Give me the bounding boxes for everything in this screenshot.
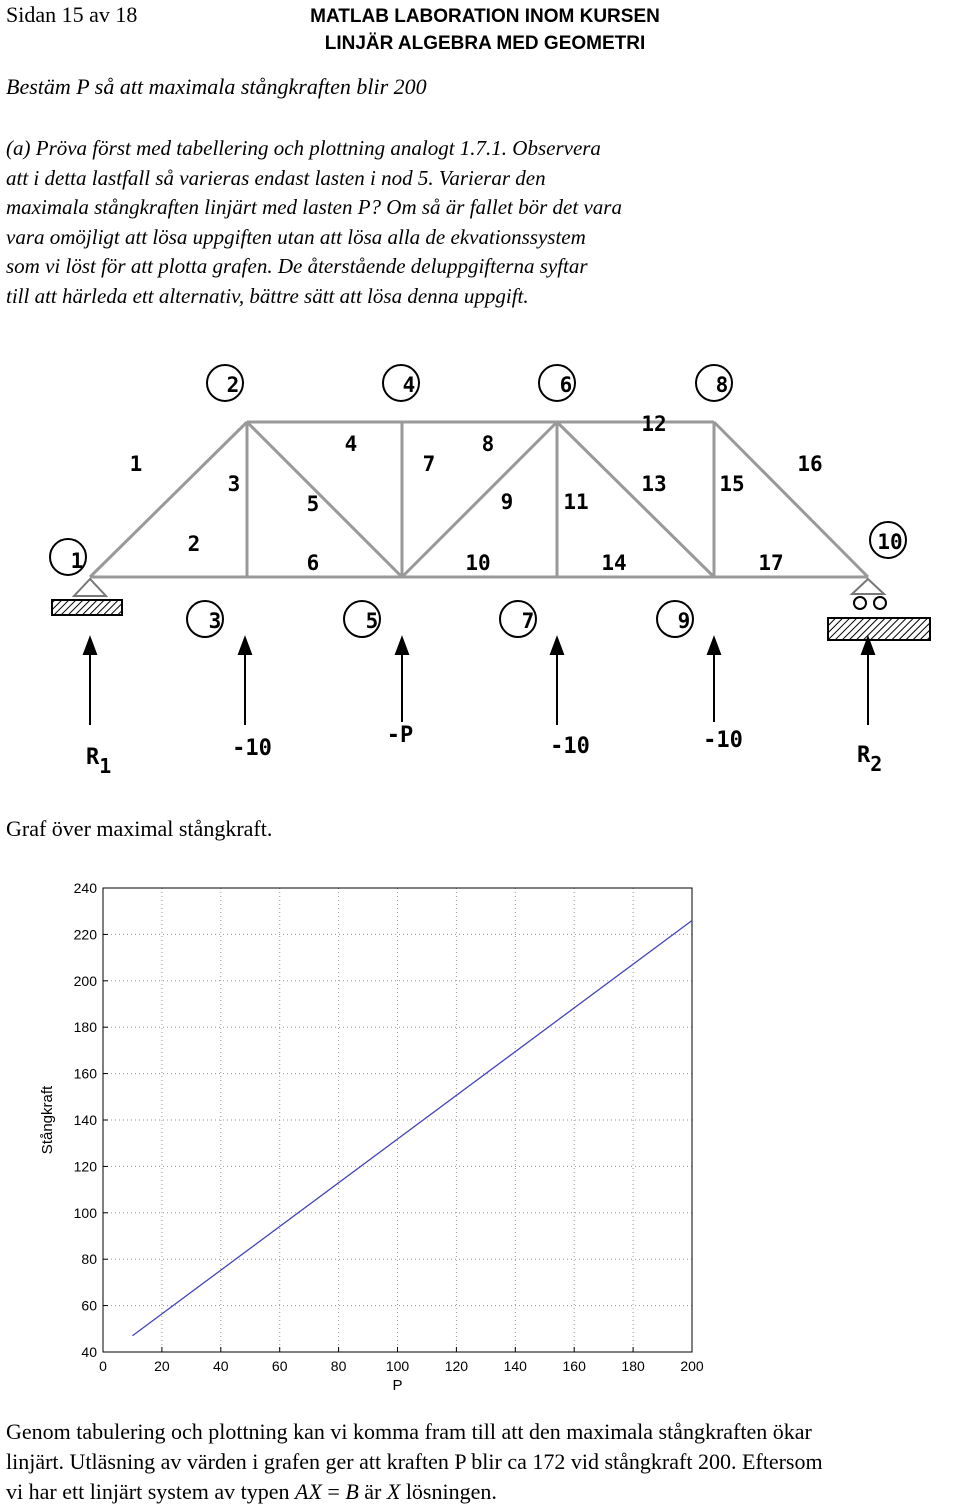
truss-diagram	[0, 350, 960, 790]
math-operator: =	[321, 1479, 346, 1504]
bar-label: 7	[422, 452, 436, 476]
x-tick-label: 40	[213, 1358, 229, 1374]
x-tick-label: 160	[562, 1358, 586, 1374]
math-var: X	[386, 1479, 401, 1504]
bar-label: 6	[306, 551, 320, 575]
task-line: maximala stångkraften linjärt med lasten P? Om så är fallet bör det vara	[6, 195, 622, 220]
x-tick-label: 120	[444, 1358, 469, 1374]
y-tick-label: 180	[73, 1019, 97, 1036]
y-tick-label: 220	[73, 926, 97, 943]
chart-grid	[103, 888, 692, 1352]
conclusion-line: linjärt. Utläsning av värden i grafen ger att kraften P blir ca 172 vid stångkraft 200. Eftersom	[6, 1449, 823, 1474]
chart-series	[132, 920, 692, 1335]
y-axis-label: Stångkraft	[39, 1085, 56, 1155]
series-line	[132, 920, 692, 1335]
x-tick-label: 200	[680, 1358, 704, 1374]
node-label: 8	[715, 373, 729, 397]
bar-label: 4	[344, 432, 358, 456]
task-heading: Bestäm P så att maximala stångkraften blir 200	[6, 74, 427, 99]
load-label: -P	[386, 723, 414, 748]
x-tick-label: 100	[385, 1358, 410, 1374]
node-label: 5	[365, 609, 379, 633]
bar-label: 8	[481, 432, 495, 456]
bar-label: 16	[797, 452, 823, 476]
y-tick-label: 60	[81, 1297, 97, 1314]
chart-ticks	[74, 880, 704, 1374]
y-tick-label: 240	[73, 880, 97, 896]
bar-label: 3	[227, 472, 241, 496]
header-title-line1: MATLAB LABORATION INOM KURSEN	[310, 6, 660, 27]
x-tick-label: 140	[503, 1358, 527, 1374]
node-label: 9	[677, 609, 691, 633]
task-line: (a) Pröva först med tabellering och plottning analogt 1.7.1. Observera	[6, 136, 601, 160]
task-paragraph	[6, 134, 776, 312]
bar-label: 15	[719, 472, 745, 496]
bar-label: 14	[601, 551, 627, 575]
conclusion-line: Genom tabulering och plottning kan vi komma fram till att den maximala stångkraften ökar	[6, 1419, 812, 1444]
load-label: -10	[232, 736, 272, 761]
y-tick-label: 140	[73, 1112, 97, 1128]
x-tick-label: 0	[99, 1358, 107, 1374]
load-label: R1	[86, 745, 112, 778]
x-tick-label: 80	[330, 1358, 347, 1374]
pin-support	[52, 579, 122, 615]
node-label: 1	[70, 549, 84, 573]
y-tick-label: 100	[73, 1204, 97, 1221]
roller-support	[828, 579, 930, 640]
bar-label: 1	[129, 452, 143, 476]
force-chart	[0, 870, 960, 1405]
node-label: 10	[877, 530, 903, 554]
task-line: att i detta lastfall så varieras endast lasten i nod 5. Varierar den	[6, 165, 546, 190]
conclusion-paragraph	[6, 1417, 956, 1507]
x-axis-label: P	[392, 1377, 403, 1394]
math-var: B	[345, 1479, 359, 1504]
load-label: R2	[857, 743, 883, 776]
conclusion-text: lösningen.	[400, 1479, 497, 1504]
header-title-line2: LINJÄR ALGEBRA MED GEOMETRI	[324, 33, 646, 54]
bar-label: 12	[641, 412, 667, 436]
math-var: AX	[295, 1479, 322, 1504]
document-header	[285, 3, 685, 57]
task-line: som vi löst för att plotta grafen. De återstående deluppgifterna syftar	[6, 254, 588, 279]
bar-label: 13	[641, 472, 667, 496]
load-label: -10	[703, 728, 743, 753]
bar-label: 11	[563, 490, 589, 514]
y-tick-label: 160	[73, 1065, 97, 1082]
conclusion-line	[6, 1477, 956, 1507]
task-line: vara omöjligt att lösa uppgiften utan att lösa alla de ekvationssystem	[6, 224, 586, 249]
node-label: 4	[402, 373, 416, 397]
conclusion-text: vi har ett linjärt system av typen	[6, 1479, 295, 1504]
conclusion-text: är	[358, 1479, 387, 1504]
load-label: -10	[550, 734, 590, 759]
node-label: 3	[208, 609, 222, 633]
page-number: Sidan 15 av 18	[6, 2, 138, 27]
bar-label: 5	[306, 492, 320, 516]
node-label: 2	[226, 373, 240, 397]
y-tick-label: 200	[73, 972, 97, 989]
bar-label: 2	[187, 532, 201, 556]
node-label: 7	[521, 609, 535, 633]
bar-label: 10	[465, 551, 491, 575]
x-tick-label: 60	[271, 1358, 288, 1374]
node-label: 6	[559, 373, 573, 397]
y-tick-label: 80	[81, 1251, 97, 1268]
x-tick-label: 20	[154, 1358, 170, 1374]
graph-caption: Graf över maximal stångkraft.	[6, 816, 273, 841]
y-tick-label: 120	[73, 1158, 97, 1175]
bar-label: 9	[500, 490, 514, 514]
bar-label: 17	[758, 551, 784, 575]
task-line: till att härleda ett alternativ, bättre sätt att lösa denna uppgift.	[6, 283, 529, 308]
y-tick-label: 40	[81, 1344, 97, 1360]
x-tick-label: 180	[621, 1358, 645, 1374]
